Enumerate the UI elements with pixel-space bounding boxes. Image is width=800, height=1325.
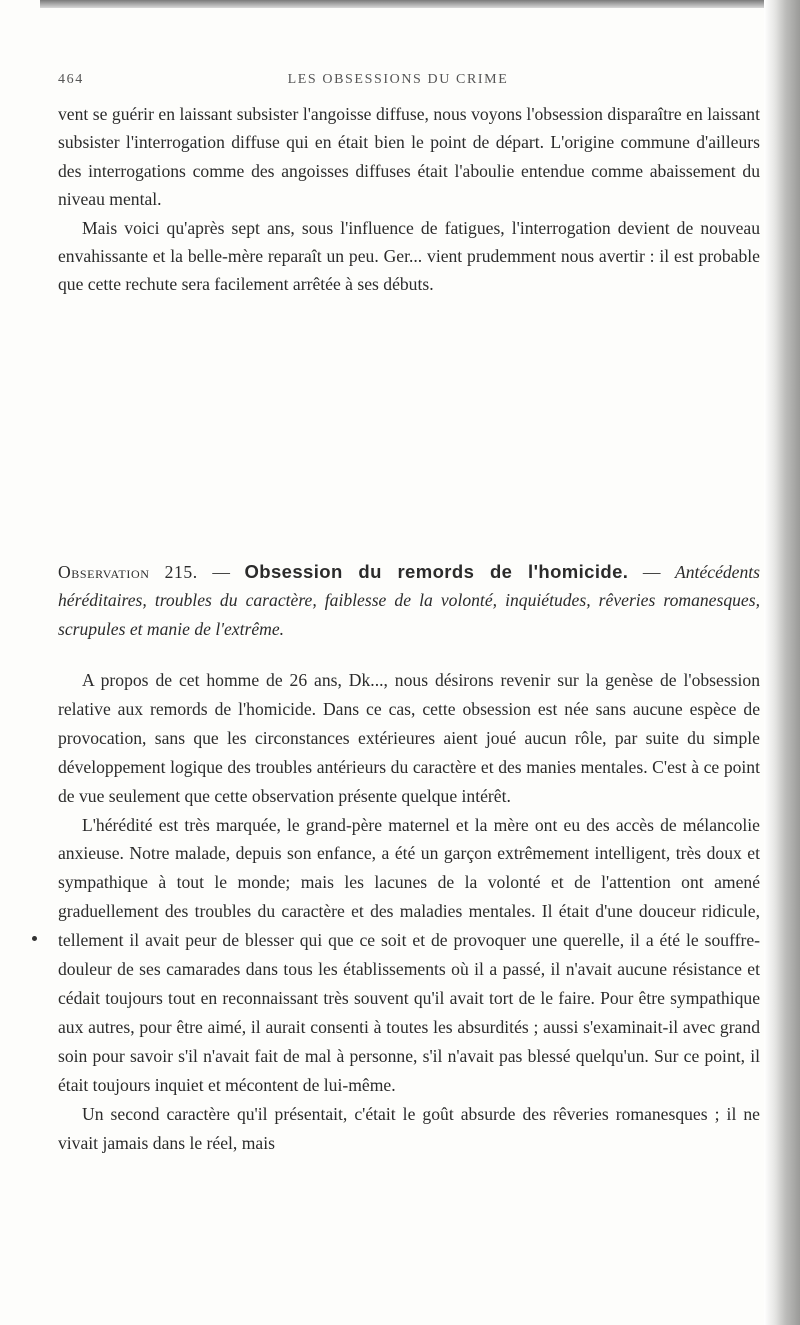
paragraph-continuation: vent se guérir en laissant subsister l'angoisse diffuse, nous voyons l'obsession disparaître en laissant subsister l'interrogation diffuse qui en était bien le point de départ. L'origine commune d'ailleurs des interrogations comme des angoisses diffuses était l'aboulie entendue comme abaissement du niveau mental. <box>58 104 760 210</box>
observation-label: Observation 215. <box>58 562 198 582</box>
page-binding-edge <box>764 0 800 1325</box>
intro-text <box>58 100 760 299</box>
observation-dash: — <box>197 562 245 582</box>
paragraph: Mais voici qu'après sept ans, sous l'influence de fatigues, l'interrogation devient de nouveau envahissante et la belle-mère reparaît un peu. Ger... vient prudemment nous avertir : il est probable que cette rechute sera facilement arrêtée à ses débuts. <box>58 217 760 295</box>
observation-title: Obsession du remords de l'homicide. <box>244 561 629 582</box>
paragraph: L'hérédité est très marquée, le grand-père maternel et la mère ont eu des accès de mélancolie anxieuse. Notre malade, depuis son enfance, a été un garçon extrêmement intelligent, très doux et sympathique à tout le monde; mais les lacunes de la volonté et de l'attention ont amené graduellement des troubles du caractère et des maladies mentales. Il était d'une douceur ridicule, tellement il avait peur de blesser qui que ce soit et de provoquer une querelle, il a été le souffre-douleur de ses camarades dans tous les établissements où il a passé, il n'avait aucune résistance et cédait toujours tout en reconnaissant très souvent qu'il avait tort de le faire. Pour être sympathique aux autres, pour être aimé, il aurait consenti à toutes les absurdités ; aussi s'examinait-il avec grand soin pour savoir s'il n'avait fait de mal à personne, s'il n'avait pas blessé quelqu'un. Sur ce point, il était toujours inquiet et mécontent de lui-même. <box>58 814 760 1095</box>
paragraph: Un second caractère qu'il présentait, c'était le goût absurde des rêveries romanesques ; il ne vivait jamais dans le réel, mais <box>58 1103 760 1153</box>
running-header <box>58 72 738 94</box>
page-top-edge <box>40 0 800 8</box>
observation-title-dash: — <box>628 562 676 582</box>
observation-body <box>58 666 760 1157</box>
observation-heading <box>58 558 760 643</box>
margin-mark <box>32 936 37 941</box>
page-number: 464 <box>58 72 84 87</box>
running-title: LES OBSESSIONS DU CRIME <box>287 72 509 87</box>
observation-subtitle: Antécédents héréditaires, troubles du caractère, faiblesse de la volonté, inquiétudes, rêveries romanesques, scrupules et manie de l'extrême. <box>58 562 761 639</box>
paragraph: A propos de cet homme de 26 ans, Dk..., nous désirons revenir sur la genèse de l'obsession relative aux remords de l'homicide. Dans ce cas, cette obsession est née sans aucune espèce de provocation, sans que les circonstances extérieures aient joué aucun rôle, par suite du simple développement logique des troubles antérieurs du caractère et des manies mentales. C'est à ce point de vue seulement que cette observation présente quelque intérêt. <box>58 670 760 806</box>
